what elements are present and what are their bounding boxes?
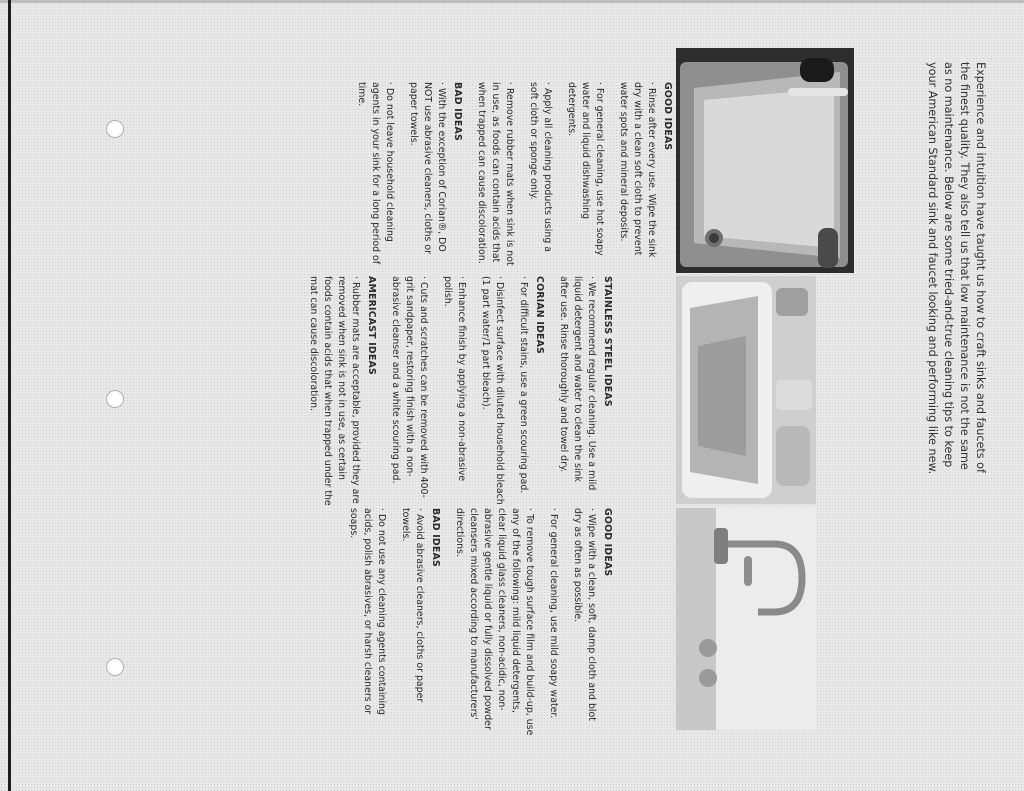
stainless-sink-photo [676, 48, 854, 273]
gooseneck-faucet-photo [676, 508, 816, 730]
list-item: · Enhance finish by applying a non-abrasive polish. [442, 276, 467, 482]
list-item: · For general cleaning, use mild soapy water. [548, 508, 559, 719]
list-item: · Apply all cleaning products using a soft cloth or sponge only. [528, 82, 553, 253]
list-item: · Do not use any cleaning agents containing acids, polish abrasives, or harsh cleaners or soaps. [348, 508, 387, 715]
bad-ideas-heading: BAD IDEAS [452, 82, 463, 141]
corian-heading: CORIAN IDEAS [534, 276, 545, 355]
good-ideas-heading: GOOD IDEAS [662, 82, 673, 151]
binder-hole [106, 658, 124, 676]
list-item: · Cuts and scratches can be removed with 400-grit sandpaper, restoring finish with a non-abrasive cleanser and a white scouring pad. [390, 276, 429, 498]
white-sink-photo [676, 276, 816, 504]
list-item: · Avoid abrasive cleaners, cloths or paper towels. [400, 508, 425, 703]
stainless-steel-heading: STAINLESS STEEL IDEAS [602, 276, 613, 407]
list-item: · For difficult stains, use a green scouring pad. [518, 276, 529, 494]
binder-hole [106, 390, 124, 408]
good-ideas-heading: GOOD IDEAS [602, 508, 613, 577]
material-ideas-column [296, 276, 614, 506]
stainless-sink-illustration [676, 48, 854, 273]
faucet-ideas-column [336, 508, 614, 738]
list-item: · We recommend regular cleaning. Use a mild liquid detergent and water to clean the sink after use. Rinse thoroughly and towel dry. [558, 276, 597, 491]
list-item: · Do not leave household cleaning agents in your sink for a long period of time. [356, 82, 395, 265]
list-item: · Rinse after every use. Wipe the sink dry with a clean soft cloth to prevent water spots and mineral deposits. [618, 82, 657, 258]
white-sink-illustration [676, 276, 816, 504]
intro-paragraph: Experience and intuition have taught us how to craft sinks and faucets of the finest quality. They also tell us that low maintenance is not the same as no maintenance. Below are some tried-and-true cleaning tips to keep your American Standard sink and faucet looking and performing like new. [926, 62, 987, 475]
binder-hole [106, 120, 124, 138]
list-item: · With the exception of Corian®, DO NOT use abrasive cleaners, cloths or paper towels. [408, 82, 447, 255]
list-item: · To remove tough surface film and build-up, use any of the following: mild liquid detergents, clear liquid glass cleaners, non-acidic, non-abrasive gentle liquid or fully dissolved powder cleansers mixed according to manufacturers' directions. [454, 508, 535, 736]
list-item: · For general cleaning, use hot soapy water and liquid dishwashing detergents. [566, 82, 605, 256]
list-item: · Disinfect surface with diluted household bleach (1 part water/1 part bleach). [480, 276, 505, 505]
list-item: · Wipe with a clean, soft, damp cloth and blot dry as often as possible. [572, 508, 597, 721]
americast-heading: AMERICAST IDEAS [366, 276, 377, 375]
list-item: · Remove rubber mats when sink is not in use, as foods can contain acids that when trapped can cause discoloration. [476, 82, 515, 266]
sink-ideas-column [344, 82, 674, 272]
bad-ideas-heading: BAD IDEAS [430, 508, 441, 567]
faucet-illustration [676, 508, 816, 730]
list-item: · Rubber mats are acceptable, provided they are removed when sink is not in use, as certain foods contain acids that when trapped under the mat can cause discoloration. [308, 276, 361, 506]
